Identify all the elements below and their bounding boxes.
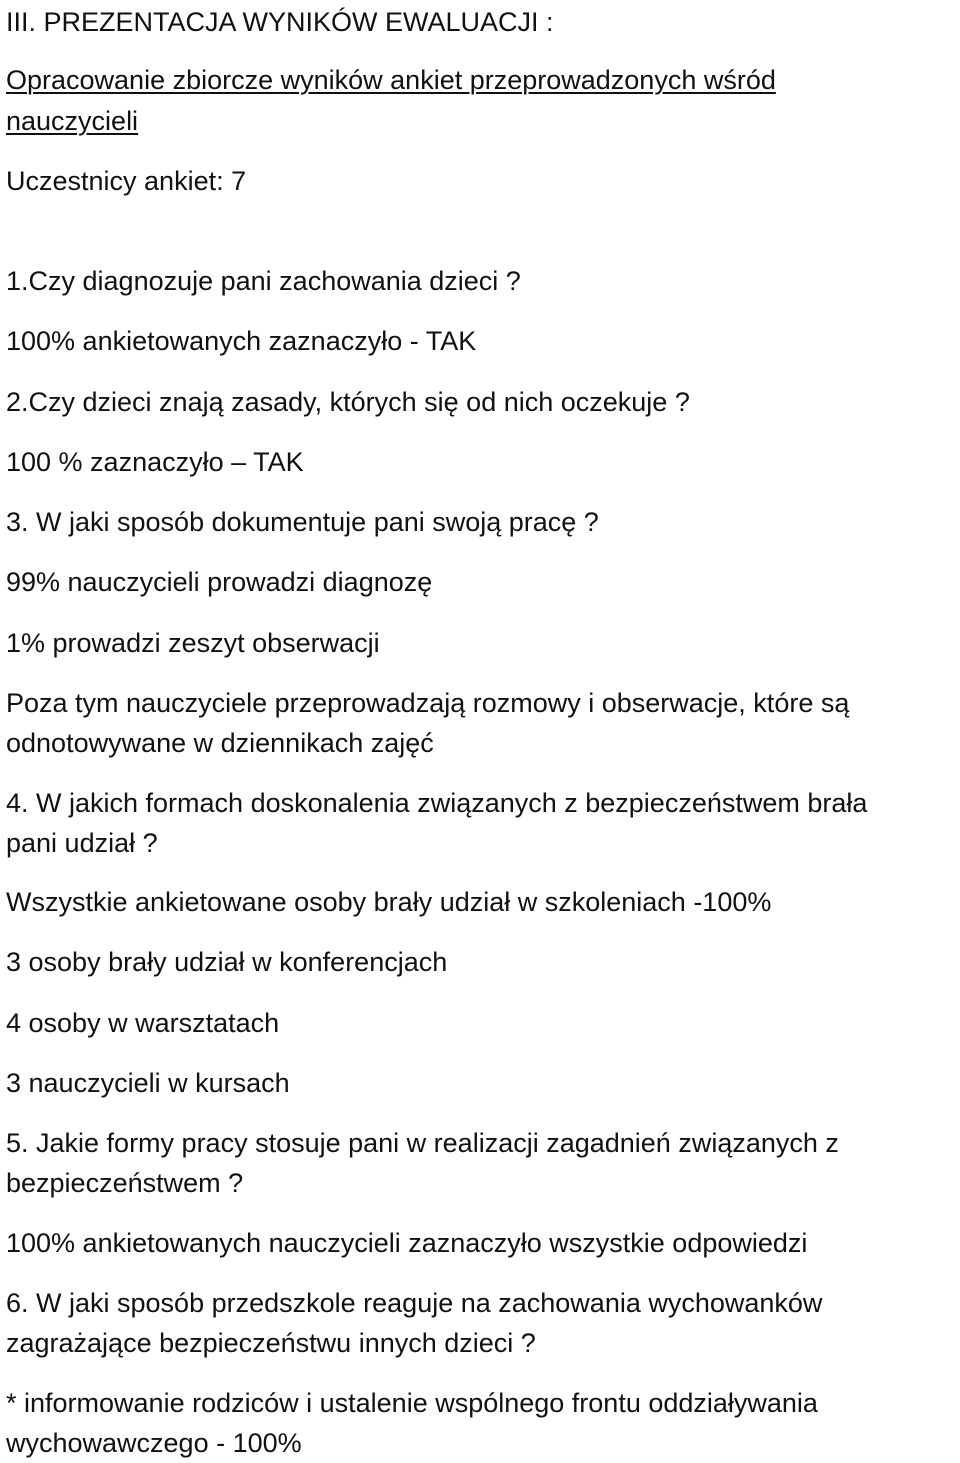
- question-4-line-2: pani udział ?: [6, 828, 158, 858]
- answer-2: 100 % zaznaczyło – TAK: [6, 447, 304, 477]
- answer-3c-line-2: odnotowywane w dziennikach zajęć: [6, 728, 434, 758]
- question-3: 3. W jaki sposób dokumentuje pani swoją pracę ?: [6, 507, 599, 537]
- answer-6-line-2: wychowawczego - 100%: [6, 1428, 302, 1458]
- answer-3a: 99% nauczycieli prowadzi diagnozę: [6, 567, 433, 597]
- question-6-line-2: zagrażające bezpieczeństwu innych dzieci ?: [6, 1328, 536, 1358]
- answer-3c-line-1: Poza tym nauczyciele przeprowadzają rozmowy i obserwacje, które są: [6, 688, 850, 718]
- question-6-line-1: 6. W jaki sposób przedszkole reaguje na zachowania wychowanków: [6, 1288, 823, 1318]
- question-4-line-1: 4. W jakich formach doskonalenia związanych z bezpieczeństwem brała: [6, 788, 868, 818]
- question-5-line-2: bezpieczeństwem ?: [6, 1168, 244, 1198]
- subtitle-line-1: Opracowanie zbiorcze wyników ankiet przeprowadzonych wśród: [6, 65, 776, 95]
- answer-6-line-1: * informowanie rodziców i ustalenie wspólnego frontu oddziaływania: [6, 1388, 818, 1418]
- participants-count: Uczestnicy ankiet: 7: [6, 166, 247, 196]
- subtitle-line-2: nauczycieli: [6, 106, 139, 136]
- answer-4b: 3 osoby brały udział w konferencjach: [6, 947, 448, 977]
- question-2: 2.Czy dzieci znają zasady, których się od nich oczekuje ?: [6, 387, 690, 417]
- answer-4a: Wszystkie ankietowane osoby brały udział w szkoleniach -100%: [6, 887, 772, 917]
- answer-3b: 1% prowadzi zeszyt obserwacji: [6, 628, 380, 658]
- answer-4d: 3 nauczycieli w kursach: [6, 1068, 290, 1098]
- answer-1: 100% ankietowanych zaznaczyło - TAK: [6, 326, 477, 356]
- question-1: 1.Czy diagnozuje pani zachowania dzieci ?: [6, 266, 521, 296]
- section-heading: III. PREZENTACJA WYNIKÓW EWALUACJI :: [6, 7, 554, 37]
- answer-4c: 4 osoby w warsztatach: [6, 1008, 280, 1038]
- answer-5: 100% ankietowanych nauczycieli zaznaczyło wszystkie odpowiedzi: [6, 1228, 808, 1258]
- question-5-line-1: 5. Jakie formy pracy stosuje pani w realizacji zagadnień związanych z: [6, 1128, 839, 1158]
